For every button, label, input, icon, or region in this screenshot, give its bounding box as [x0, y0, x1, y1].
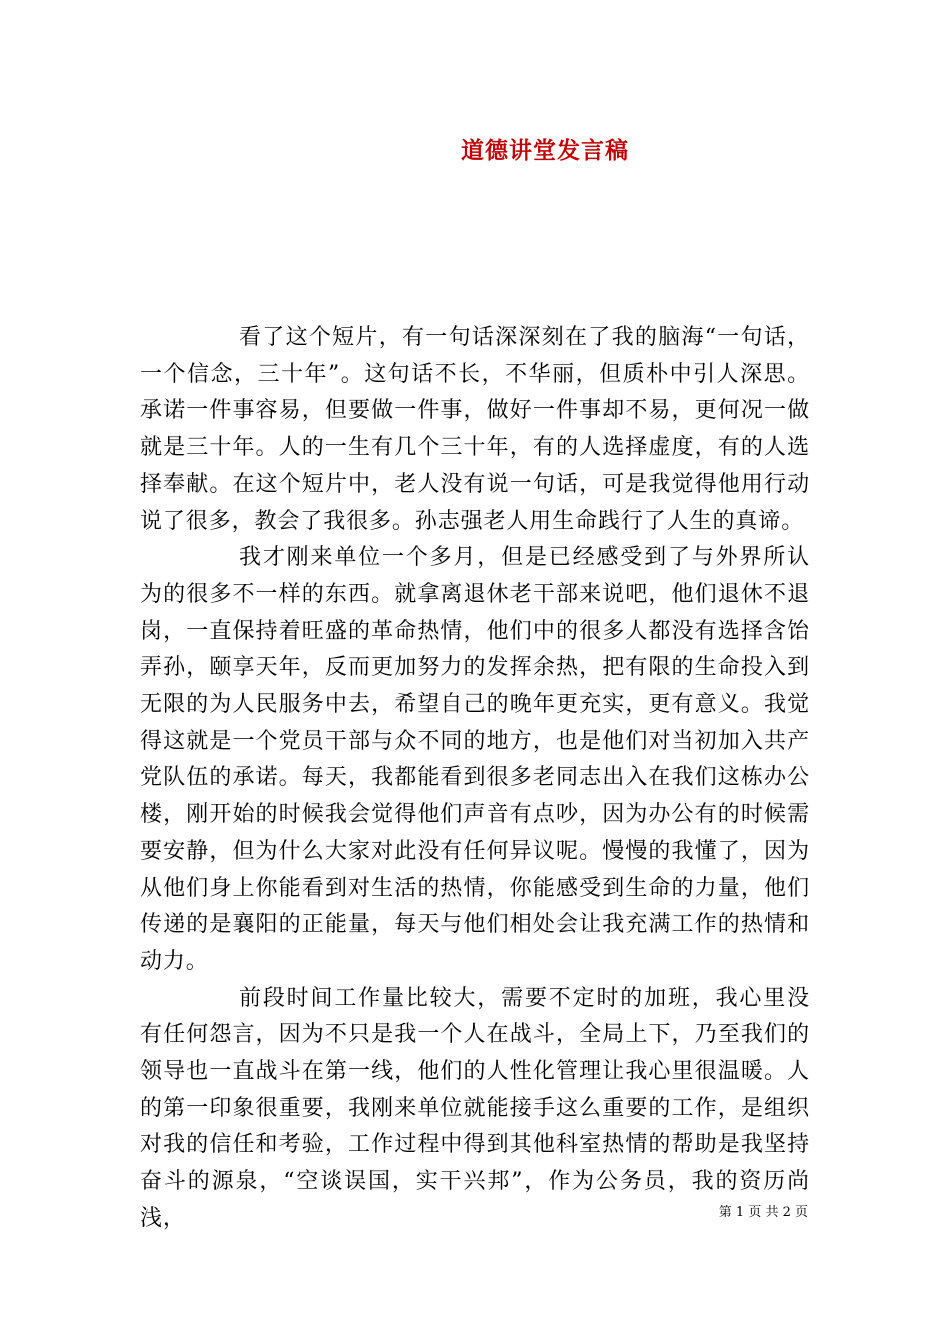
- paragraph-1: 看了这个短片，有一句话深深刻在了我的脑海“一句话，一个信念，三十年”。这句话不长，不华丽，但质朴中引人深思。承诺一件事容易，但要做一件事，做好一件事却不易，更何况一做就是三十年。人的一生有几个三十年，有的人选择虚度，有的人选择奉献。在这个短片中，老人没有说一句话，可是我觉得他用行动说了很多，教会了我很多。孙志强老人用生命践行了人生的真谛。: [140, 325, 810, 534]
- document-body: [140, 320, 810, 1238]
- paragraph-3: 前段时间工作量比较大，需要不定时的加班，我心里没有任何怨言，因为不只是我一个人在战斗，全局上下，乃至我们的领导也一直战斗在第一线，他们的人性化管理让我心里很温暖。人的第一印象很重要，我刚来单位就能接手这么重要的工作，是组织对我的信任和考验，工作过程中得到其他科室热情的帮助是我坚持奋斗的源泉，“空谈误国，实干兴邦”，作为公务员，我的资历尚浅，: [140, 985, 810, 1231]
- paragraph-2: 我才刚来单位一个多月，但是已经感受到了与外界所认为的很多不一样的东西。就拿离退休老干部来说吧，他们退休不退岗，一直保持着旺盛的革命热情，他们中的很多人都没有选择含饴弄孙，颐享天年，反而更加努力的发挥余热，把有限的生命投入到无限的为人民服务中去，希望自己的晚年更充实，更有意义。我觉得这就是一个党员干部与众不同的地方，也是他们对当初加入共产党队伍的承诺。每天，我都能看到很多老同志出入在我们这栋办公楼，刚开始的时候我会觉得他们声音有点吵，因为办公有的时候需要安静，但为什么大家对此没有任何异议呢。慢慢的我懂了，因为从他们身上你能看到对生活的热情，你能感受到生命的力量，他们传递的是襄阳的正能量，每天与他们相处会让我充满工作的热情和动力。: [140, 545, 810, 974]
- document-title: 道德讲堂发言稿: [461, 138, 629, 164]
- page-number-footer: 第 1 页 共 2 页: [718, 1205, 808, 1220]
